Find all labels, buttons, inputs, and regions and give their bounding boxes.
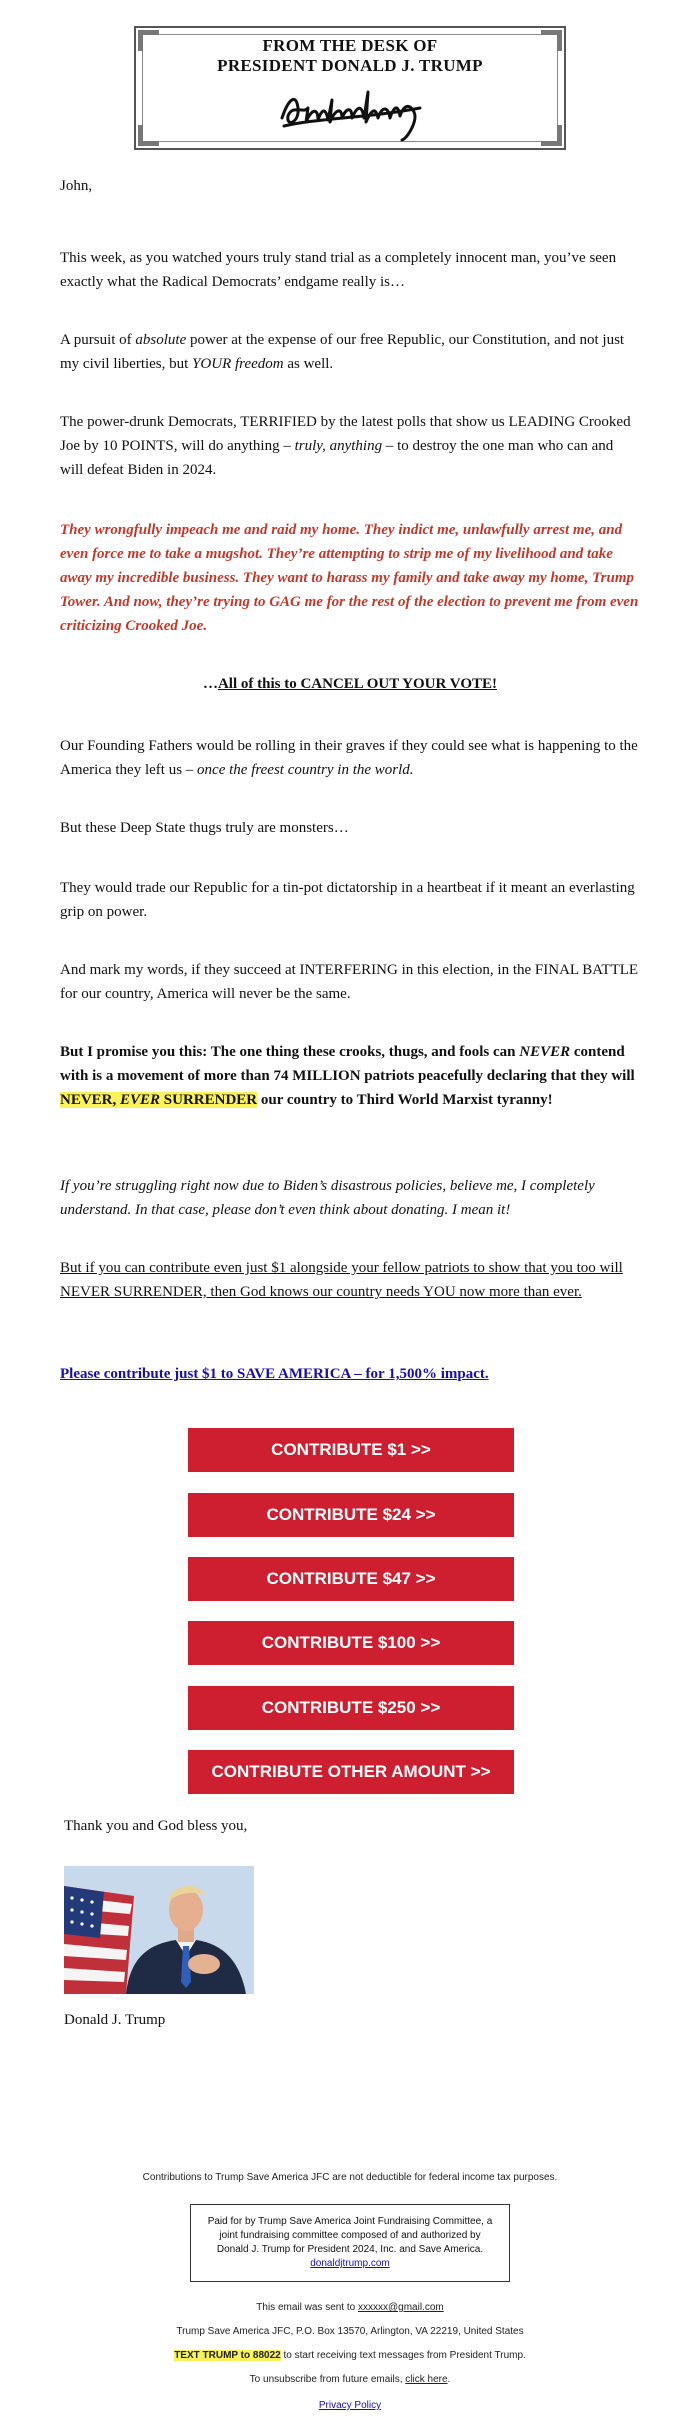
recipient-email[interactable]: xxxxxx@gmail.com <box>358 2302 444 2313</box>
contribute-250-button[interactable]: CONTRIBUTE $250 >> <box>188 1686 514 1730</box>
unsubscribe-text: To unsubscribe from future emails, <box>249 2374 406 2385</box>
unsubscribe-period: . <box>447 2374 451 2385</box>
closing-name: Donald J. Trump <box>64 2012 166 2028</box>
paragraph-9: And mark my words, if they succeed at INTERFERING in this election, in the FINAL BATTLE for our country, America will never be the same. <box>60 962 639 1002</box>
p10-surrender: SURRENDER <box>160 1092 258 1108</box>
privacy-line <box>0 2400 700 2411</box>
tax-disclaimer: Contributions to Trump Save America JFC are not deductible for federal income tax purposes. <box>142 2172 558 2183</box>
paragraph-12[interactable]: But if you can contribute even just $1 alongside your fellow patriots to show that you too will NEVER SURRENDER, then God knows our country needs YOU now more than ever. <box>60 1260 623 1300</box>
paragraph-11: If you’re struggling right now due to Biden’s disastrous policies, believe me, I completely understand. In that case, please don’t even think about donating. I mean it! <box>60 1178 595 1218</box>
p2-your-freedom: YOUR freedom <box>192 356 284 372</box>
signature-graphic <box>278 78 426 144</box>
corner-ornament <box>138 125 159 146</box>
sent-to-line <box>0 2302 700 2313</box>
p10-never: NEVER <box>519 1044 571 1060</box>
contribute-100-button[interactable]: CONTRIBUTE $100 >> <box>188 1621 514 1665</box>
unsubscribe-line <box>0 2374 700 2385</box>
paragraph-3 <box>60 410 640 482</box>
p6-text-a: Our Founding Fathers would be rolling in their graves if they could see what is happening to the America they left us – <box>60 738 638 778</box>
letterhead-line-2: PRESIDENT DONALD J. TRUMP <box>217 56 483 75</box>
letterhead-title <box>136 36 564 76</box>
sms-line <box>0 2350 700 2361</box>
closing-thanks: Thank you and God bless you, <box>64 1818 248 1834</box>
mailing-address: Trump Save America JFC, P.O. Box 13570, Arlington, VA 22219, United States <box>176 2326 524 2337</box>
privacy-policy-link[interactable]: Privacy Policy <box>318 2400 382 2411</box>
contribute-24-button[interactable]: CONTRIBUTE $24 >> <box>188 1493 514 1537</box>
p2-text-e: as well. <box>283 356 334 372</box>
site-link[interactable]: donaldjtrump.com <box>310 2258 390 2269</box>
letterhead <box>134 26 566 150</box>
p3-text-c: – to destroy the one man who can and will defeat Biden in 2024. <box>60 438 614 478</box>
p3-text-a: The power-drunk Democrats, TERRIFIED by the latest polls that show us LEADING Crooked Joe by 10 POINTS, will do anything – <box>60 414 631 454</box>
paragraph-red-emphasis: They wrongfully impeach me and raid my home. They indict me, unlawfully arrest me, and even force me to take a mugshot. They’re attempting to strip me of my livelihood and take away my incredible business. They want to harass my family and take away my home, Trump Tower. And now, they’re trying to GAG me for the rest of the election to prevent me from even criticizing Crooked Joe. <box>60 522 639 634</box>
portrait-photo <box>64 1866 254 1994</box>
p2-text-a: A pursuit of <box>60 332 136 348</box>
paragraph-2 <box>60 328 640 376</box>
greeting: John, <box>60 178 93 194</box>
paid-for-box <box>190 2204 510 2282</box>
contribute-other-button[interactable]: CONTRIBUTE OTHER AMOUNT >> <box>188 1750 514 1794</box>
contribute-47-button[interactable]: CONTRIBUTE $47 >> <box>188 1557 514 1601</box>
p10-never-2: NEVER, <box>60 1092 121 1108</box>
p3-emphasis: truly, anything <box>294 438 383 454</box>
paragraph-7: But these Deep State thugs truly are monsters… <box>60 820 349 836</box>
p10-text-c: contend with is a movement of more than 74 MILLION patriots peacefully declaring that they will <box>60 1044 635 1084</box>
p10-text-g: our country to Third World Marxist tyranny! <box>257 1092 553 1108</box>
contribute-link[interactable]: Please contribute just $1 to SAVE AMERICA – for 1,500% impact. <box>60 1366 489 1382</box>
corner-ornament <box>541 125 562 146</box>
letterhead-line-1: FROM THE DESK OF <box>262 36 438 55</box>
never-surrender-highlight <box>60 1092 257 1108</box>
unsubscribe-link[interactable]: click here <box>405 2374 448 2385</box>
paragraph-10 <box>60 1040 640 1112</box>
paragraph-8: They would trade our Republic for a tin-pot dictatorship in a heartbeat if it meant an everlasting grip on power. <box>60 880 635 920</box>
cancel-vote-text: All of this to CANCEL OUT YOUR VOTE! <box>217 676 498 692</box>
sms-keyword-highlight: TEXT TRUMP to 88022 <box>174 2350 281 2361</box>
paid-for-text: Paid for by Trump Save America Joint Fundraising Committee, a joint fundraising committee composed of and authorized by Donald J. Trump for President 2024, Inc. and Save America. <box>207 2216 493 2255</box>
contribute-link-line <box>60 1362 640 1386</box>
ellipsis: … <box>202 676 218 692</box>
p2-emphasis: absolute <box>135 332 187 348</box>
p2-text-c: power at the expense of our free Republic, our Constitution, and not just my civil liberties, but <box>60 332 625 372</box>
portrait-illustration <box>64 1866 254 1994</box>
p10-ever: EVER <box>120 1092 161 1108</box>
sent-to-text: This email was sent to <box>256 2302 358 2313</box>
paragraph-1: This week, as you watched yours truly stand trial as a completely innocent man, you’ve seen exactly what the Radical Democrats’ endgame really is… <box>60 250 617 290</box>
sms-text: to start receiving text messages from President Trump. <box>280 2350 526 2361</box>
paragraph-6 <box>60 734 640 782</box>
contribute-1-button[interactable]: CONTRIBUTE $1 >> <box>188 1428 514 1472</box>
p10-text-a: But I promise you this: The one thing these crooks, thugs, and fools can <box>60 1044 520 1060</box>
p6-emphasis: once the freest country in the world. <box>197 762 414 778</box>
cancel-vote-line <box>60 672 640 696</box>
